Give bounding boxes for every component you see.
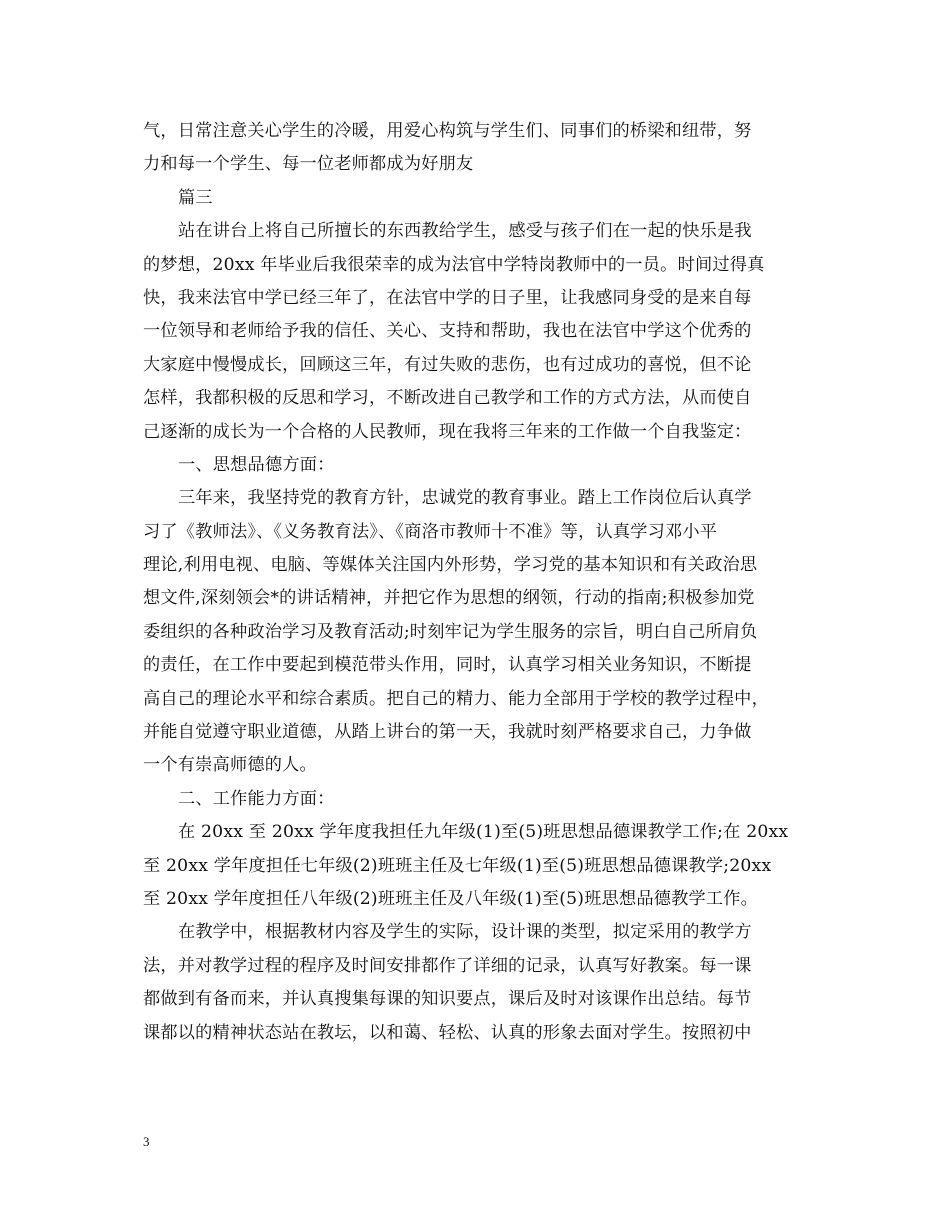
text-line: 一个有崇高师德的人。 <box>143 755 317 776</box>
text-line: 力和每一个学生、每一位老师都成为好朋友 <box>143 154 474 175</box>
text-line: 站在讲台上将自己所擅长的东西教给学生，感受与孩子们在一起的快乐是我 <box>178 221 752 242</box>
text-line: 一、思想品德方面： <box>178 454 335 475</box>
text-line: 并能自觉遵守职业道德，从踏上讲台的第一天，我就时刻严格要求自己，力争做 <box>143 722 752 743</box>
text-line: 在教学中，根据教材内容及学生的实际，设计课的类型，拟定采用的教学方 <box>178 922 752 943</box>
document-body <box>143 115 808 1050</box>
text-line: 气，日常注意关心学生的冷暖，用爱心构筑与学生们、同事们的桥梁和纽带，努 <box>143 121 752 141</box>
text-line: 大家庭中慢慢成长，回顾这三年，有过失败的悲伤，也有过成功的喜悦，但不论 <box>143 354 752 375</box>
text-line: 在 20xx 至 20xx 学年度我担任九年级(1)至(5)班思想品德课教学工作;在 20xx <box>178 822 789 843</box>
text-line: 的责任，在工作中要起到模范带头作用，同时，认真学习相关业务知识，不断提 <box>143 655 752 676</box>
text-line: 的梦想，20xx 年毕业后我很荣幸的成为法官中学特岗教师中的一员。时间过得真 <box>143 254 765 275</box>
text-line: 委组织的各种政治学习及教育活动;时刻牢记为学生服务的宗旨，明白自己所肩负 <box>143 621 758 642</box>
text-line: 理论,利用电视、电脑、等媒体关注国内外形势，学习党的基本知识和有关政治思 <box>143 555 758 576</box>
text-line: 己逐渐的成长为一个合格的人民教师，现在我将三年来的工作做一个自我鉴定： <box>143 421 752 442</box>
text-line: 都做到有备而来，并认真搜集每课的知识要点，课后及时对该课作出总结。每节 <box>143 989 752 1010</box>
page-number: 3 <box>143 1134 150 1149</box>
text-line: 一位领导和老师给予我的信任、关心、支持和帮助，我也在法官中学这个优秀的 <box>143 321 752 342</box>
text-line: 习了《教师法》、《义务教育法》、《商洛市教师十不准》等，认真学习邓小平 <box>143 521 718 542</box>
text-line: 三年来，我坚持党的教育方针，忠诚党的教育事业。踏上工作岗位后认真学 <box>178 488 752 509</box>
text-line: 快，我来法官中学已经三年了，在法官中学的日子里，让我感同身受的是来自每 <box>143 287 752 308</box>
text-line: 高自己的理论水平和综合素质。把自己的精力、能力全部用于学校的教学过程中， <box>143 688 769 709</box>
text-line: 至 20xx 学年度担任八年级(2)班班主任及八年级(1)至(5)班思想品德教学工作。 <box>143 888 759 909</box>
text-line: 至 20xx 学年度担任七年级(2)班班主任及七年级(1)至(5)班思想品德课教学;20xx <box>143 855 772 876</box>
text-line: 篇三 <box>178 187 213 208</box>
text-line: 课都以的精神状态站在教坛，以和蔼、轻松、认真的形象去面对学生。按照初中 <box>143 1022 752 1043</box>
text-line: 怎样，我都积极的反思和学习，不断改进自己教学和工作的方式方法，从而使自 <box>143 388 752 409</box>
text-line: 想文件,深刻领会*的讲话精神，并把它作为思想的纲领，行动的指南;积极参加党 <box>143 588 755 609</box>
text-line: 法，并对教学过程的程序及时间安排都作了详细的记录，认真写好教案。每一课 <box>143 955 752 976</box>
text-line: 二、工作能力方面： <box>178 788 335 809</box>
